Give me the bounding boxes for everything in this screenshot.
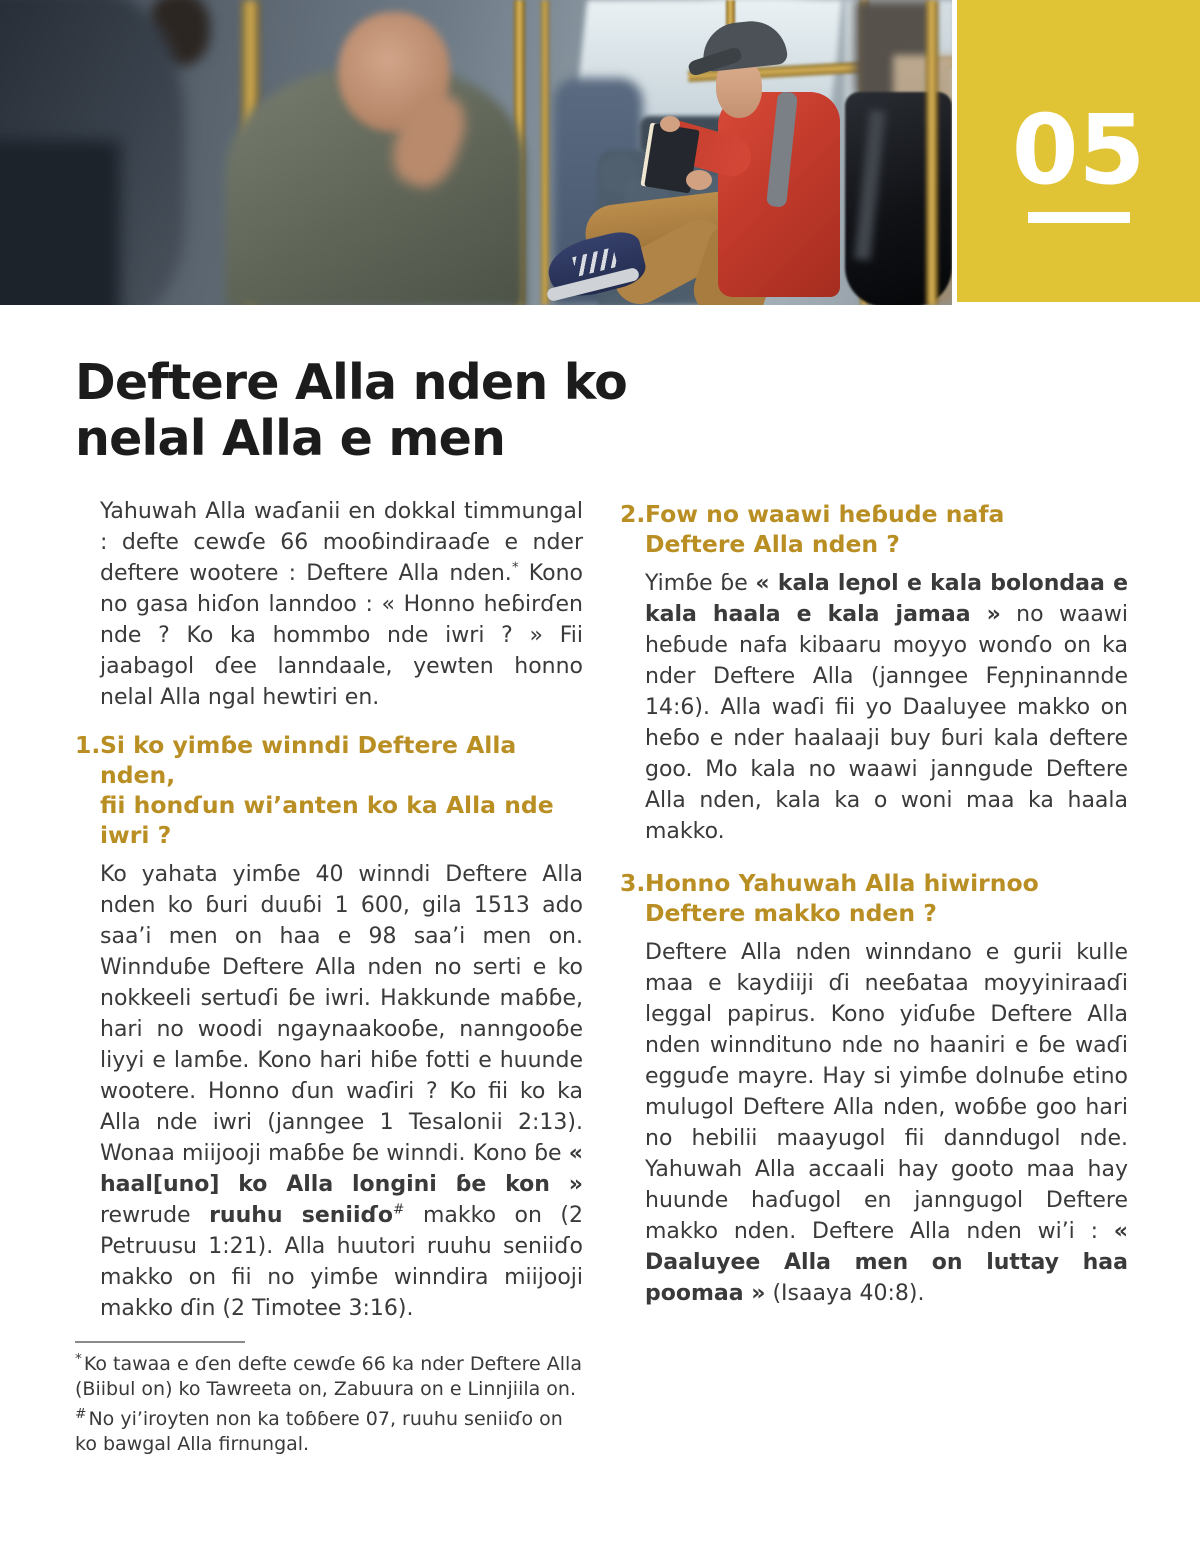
footnote-hash (75, 1407, 583, 1457)
page-title: Deftere Alla nden ko nelal Alla e men (75, 354, 628, 467)
column-right (620, 496, 1128, 1462)
chapter-number-underline (1028, 212, 1130, 223)
question-2-paragraph: Yimɓe ɓe « kala leɲol e kala bolondaa e kala haala e kala jamaa » no waawi heɓude nafa kibaaru moyyo wonɗo on ka nder Deftere Alla (janngee Feɲɲinannde 14:6). Alla waɗi fii yo Daaluyee makko on heɓo e nder haalaaji buy ɓuri kala deftere goo. Mo kala no waawi janngude Deftere Alla nden, kala ka o woni maa ka haala makko. (645, 571, 1129, 844)
question-2-title-text: Fow no waawi heɓude nafa Deftere Alla nden ? (645, 500, 1005, 558)
header-photo-bus-scene (0, 0, 952, 305)
intro-paragraph: Yahuwah Alla waɗanii en dokkal timmungal : defte cewɗe 66 mooɓindiraaɗe e nder deftere wootere : Deftere Alla nden.* Kono no gasa hiɗon lanndoo : « Honno heɓirɗen nde ? Ko ka hommbo nde iwri ? » Fii jaabagol ɗee lanndaale, yewten honno nelal Alla ngal hewtiri en. (100, 499, 583, 710)
question-2-title (620, 499, 1128, 559)
footnote-hash-marker: # (75, 1405, 87, 1422)
question-3-paragraph: Deftere Alla nden winndano e gurii kulle maa e kaydiiji ɗi neeɓataa moyyiniraaɗi leggal papirus. Kono yiɗuɓe Deftere Alla nden winndituno nde no haaniri e ɓe waɗi egguɗe mayre. Hay si yimɓe dolnuɓe etino mulugol Deftere Alla nden, woɓɓe goo hari no hebilii maayugol fii danndugol nde. Yahuwah Alla accaali hay gooto maa hay huunde haɗugol en janngugol Deftere makko nden. Deftere Alla nden wi’i : « Daaluyee Alla men on luttay haa poomaa » (Isaaya 40:8). (645, 940, 1128, 1306)
footnote-asterisk (75, 1352, 583, 1402)
question-1-title-text: Si ko yimɓe winndi Deftere Alla nden, fii honɗun wi’anten ko ka Alla nde iwri ? (100, 731, 554, 849)
question-3-title-text: Honno Yahuwah Alla hiwirnoo Deftere makko nden ? (645, 869, 1039, 927)
question-1-title (75, 730, 583, 850)
photo-pole (926, 0, 938, 305)
question-1-paragraph: Ko yahata yimɓe 40 winndi Deftere Alla nden ko ɓuri duuɓi 1 600, gila 1513 ado saa’i men on haa e 98 saa’i men on. Winnduɓe Deftere Alla nden no serti e ko nokkeeli sertuɗi ɓe iwri. Hakkunde maɓɓe, hari no woodi ngaynaakooɓe, nanngooɓe liyyi e lamɓe. Kono hari hiɓe fotti e huunde wootere. Honno ɗun waɗiri ? Ko fii ko ka Alla nde iwri (janngee 1 Tesalonii 2:13). Wonaa miijooji maɓɓe ɓe winndi. Kono ɓe « haal[uno] ko Alla longini ɓe kon » rewrude ruuhu seniiɗo# makko on (2 Petruusu 1:21). Alla huutori ruuhu seniiɗo makko on fii no yimɓe winndira miijooji makko ɗin (2 Timotee 3:16). (100, 862, 583, 1321)
chapter-number-block (957, 0, 1200, 302)
question-3-title (620, 868, 1128, 928)
content-columns (75, 496, 1128, 1462)
question-2 (620, 499, 1128, 847)
question-1-number: 1. (75, 731, 101, 759)
column-left (75, 496, 583, 1462)
footnotes (75, 1341, 583, 1457)
photo-foreground-passenger (0, 140, 120, 305)
footnote-asterisk-text: Ko tawaa e ɗen defte cewɗe 66 ka nder Deftere Alla (Biibul on) ko Tawreeta on, Zabuura on e Linnjiila on. (75, 1353, 582, 1400)
question-1 (75, 730, 583, 1324)
page-header (0, 0, 1200, 305)
chapter-number: 05 (1011, 93, 1146, 206)
footnote-asterisk-marker: * (75, 1350, 82, 1367)
question-3-number: 3. (620, 869, 646, 897)
footnote-hash-text: No yi’iroyten non ka toɓɓere 07, ruuhu seniiɗo on ko bawgal Alla firnungal. (75, 1408, 563, 1455)
photo-reader-hand (686, 170, 712, 190)
photo-pole (541, 0, 549, 305)
footnote-divider (75, 1341, 245, 1343)
question-2-number: 2. (620, 500, 646, 528)
question-3 (620, 868, 1128, 1309)
photo-reader-hand (660, 116, 680, 132)
